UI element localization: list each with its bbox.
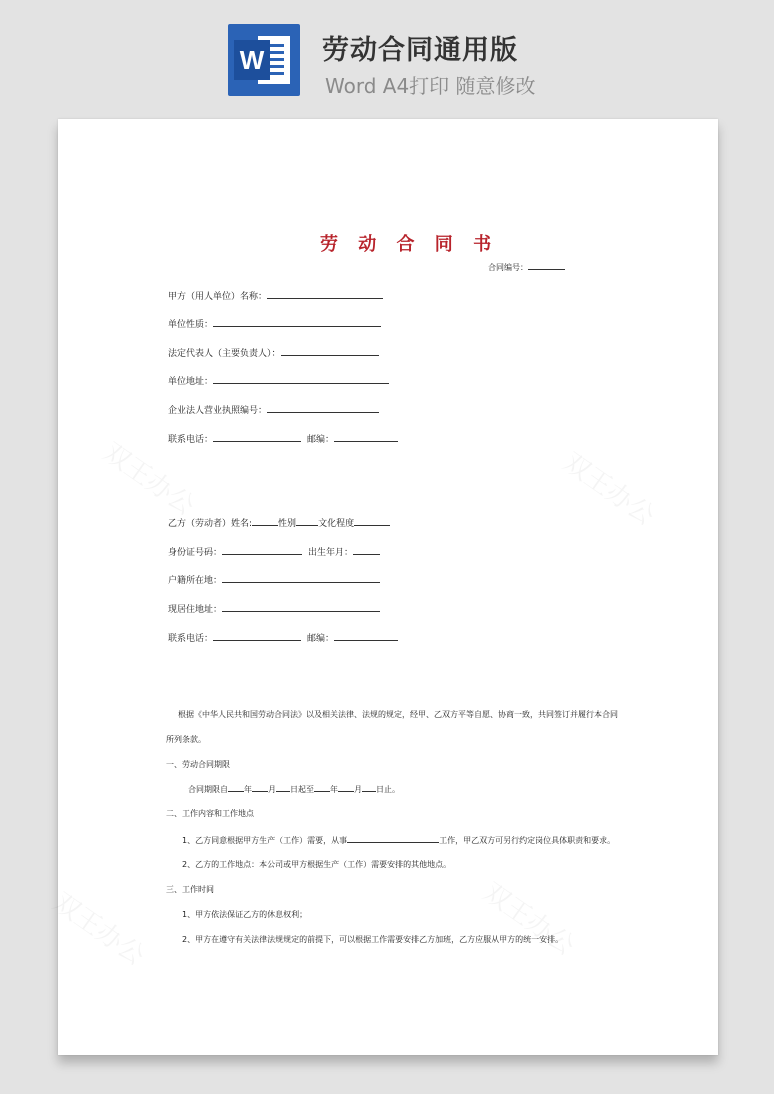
year-label: 年 [330, 785, 338, 794]
preamble-line-2: 所列条款。 [166, 735, 206, 744]
year-label: 年 [244, 785, 252, 794]
term-start-month-blank[interactable] [252, 783, 268, 792]
term-prefix: 合同期限自 [188, 785, 228, 794]
party-a-nature-label: 单位性质： [168, 320, 214, 330]
party-a-license-blank[interactable] [267, 403, 379, 413]
term-end-month-blank[interactable] [338, 783, 354, 792]
party-a-phone-blank[interactable] [213, 432, 301, 442]
party-a-nature-row [168, 317, 381, 331]
party-a-contact-row [168, 432, 398, 446]
party-b-birth-blank[interactable] [353, 545, 380, 555]
party-b-id-label: 身份证号码： [168, 548, 223, 558]
party-b-education-label: 文化程度 [318, 519, 355, 529]
party-b-education-blank[interactable] [354, 516, 390, 526]
party-a-address-blank[interactable] [213, 374, 389, 384]
banner-title: 劳动合同通用版 [322, 35, 518, 66]
party-b-id-row [168, 545, 380, 559]
party-a-legal-rep-blank[interactable] [281, 346, 379, 356]
party-b-hukou-row [168, 573, 380, 587]
watermark [97, 433, 203, 523]
watermark [477, 873, 583, 963]
party-b-id-blank[interactable] [222, 545, 302, 555]
term-start-day-blank[interactable] [276, 783, 290, 792]
party-a-name-blank[interactable] [267, 289, 383, 299]
party-b-hukou-label: 户籍所在地： [168, 576, 223, 586]
party-b-residence-label: 现居住地址： [168, 605, 223, 615]
party-a-name-label: 甲方（用人单位）名称： [168, 292, 268, 302]
party-a-postcode-blank[interactable] [334, 432, 398, 442]
party-b-name-blank[interactable] [252, 516, 278, 526]
document-title: 劳 动 合 同 书 [320, 234, 499, 255]
document-page [58, 119, 718, 1055]
party-b-gender-blank[interactable] [296, 516, 318, 526]
party-b-name-row [168, 516, 390, 530]
section-3-item-2: 2、甲方在遵守有关法律法规规定的前提下，可以根据工作需要安排乙方加班，乙方应服从甲方的统一安排。 [182, 935, 564, 944]
party-a-address-label: 单位地址： [168, 377, 214, 387]
party-a-phone-label: 联系电话： [168, 435, 214, 445]
contract-number [488, 260, 565, 273]
job-blank[interactable] [347, 834, 439, 843]
party-a-legal-rep-row [168, 346, 379, 360]
party-b-gender-label: 性别 [278, 519, 297, 529]
watermark [557, 443, 663, 533]
banner-subtitle: Word A4打印 随意修改 [325, 74, 536, 98]
banner-header [0, 0, 774, 110]
party-b-name-label: 乙方（劳动者）姓名: [168, 519, 253, 529]
party-b-contact-row [168, 631, 398, 645]
section-2-heading: 二、工作内容和工作地点 [166, 809, 254, 818]
term-start-year-blank[interactable] [228, 783, 244, 792]
term-end-year-blank[interactable] [314, 783, 330, 792]
month-label: 月 [268, 785, 276, 794]
term-end-day-blank[interactable] [362, 783, 376, 792]
party-a-license-label: 企业法人营业执照编号： [168, 406, 268, 416]
party-a-address-row [168, 374, 389, 388]
watermark [47, 883, 153, 973]
party-b-residence-row [168, 602, 380, 616]
month-label: 月 [354, 785, 362, 794]
party-b-phone-label: 联系电话： [168, 634, 214, 644]
party-b-residence-blank[interactable] [222, 602, 380, 612]
section-2-item-1 [182, 834, 615, 847]
party-b-hukou-blank[interactable] [222, 573, 380, 583]
party-a-name-row [168, 289, 383, 303]
section-3-item-1: 1、甲方依法保证乙方的休息权利； [182, 910, 308, 919]
preamble-line-1: 根据《中华人民共和国劳动合同法》以及相关法律、法规的规定，经甲、乙双方平等自愿、协商一致，共同签订并履行本合同 [178, 710, 618, 719]
contract-number-blank[interactable] [528, 260, 565, 270]
party-a-legal-rep-label: 法定代表人（主要负责人）： [168, 349, 281, 359]
party-a-nature-blank[interactable] [213, 317, 381, 327]
contract-term-row [188, 783, 400, 796]
day-from-label: 日起至 [290, 785, 314, 794]
party-b-birth-label: 出生年月： [308, 548, 354, 558]
party-b-postcode-label: 邮编： [307, 634, 335, 644]
party-b-postcode-blank[interactable] [334, 631, 398, 641]
section-3-heading: 三、工作时间 [166, 885, 214, 894]
party-b-phone-blank[interactable] [213, 631, 301, 641]
section-2-item-2: 2、乙方的工作地点：本公司或甲方根据生产（工作）需要安排的其他地点。 [182, 860, 452, 869]
section-1-heading: 一、劳动合同期限 [166, 760, 230, 769]
item-1-prefix: 1、乙方同意根据甲方生产（工作）需要，从事 [182, 836, 348, 845]
item-1-suffix: 工作，甲乙双方可另行约定岗位具体职责和要求。 [439, 836, 616, 845]
word-icon [228, 24, 300, 96]
day-to-label: 日止。 [376, 785, 400, 794]
contract-number-label: 合同编号： [488, 263, 528, 272]
party-a-postcode-label: 邮编： [307, 435, 335, 445]
party-a-license-row [168, 403, 379, 417]
word-icon-letter: W [234, 40, 270, 80]
